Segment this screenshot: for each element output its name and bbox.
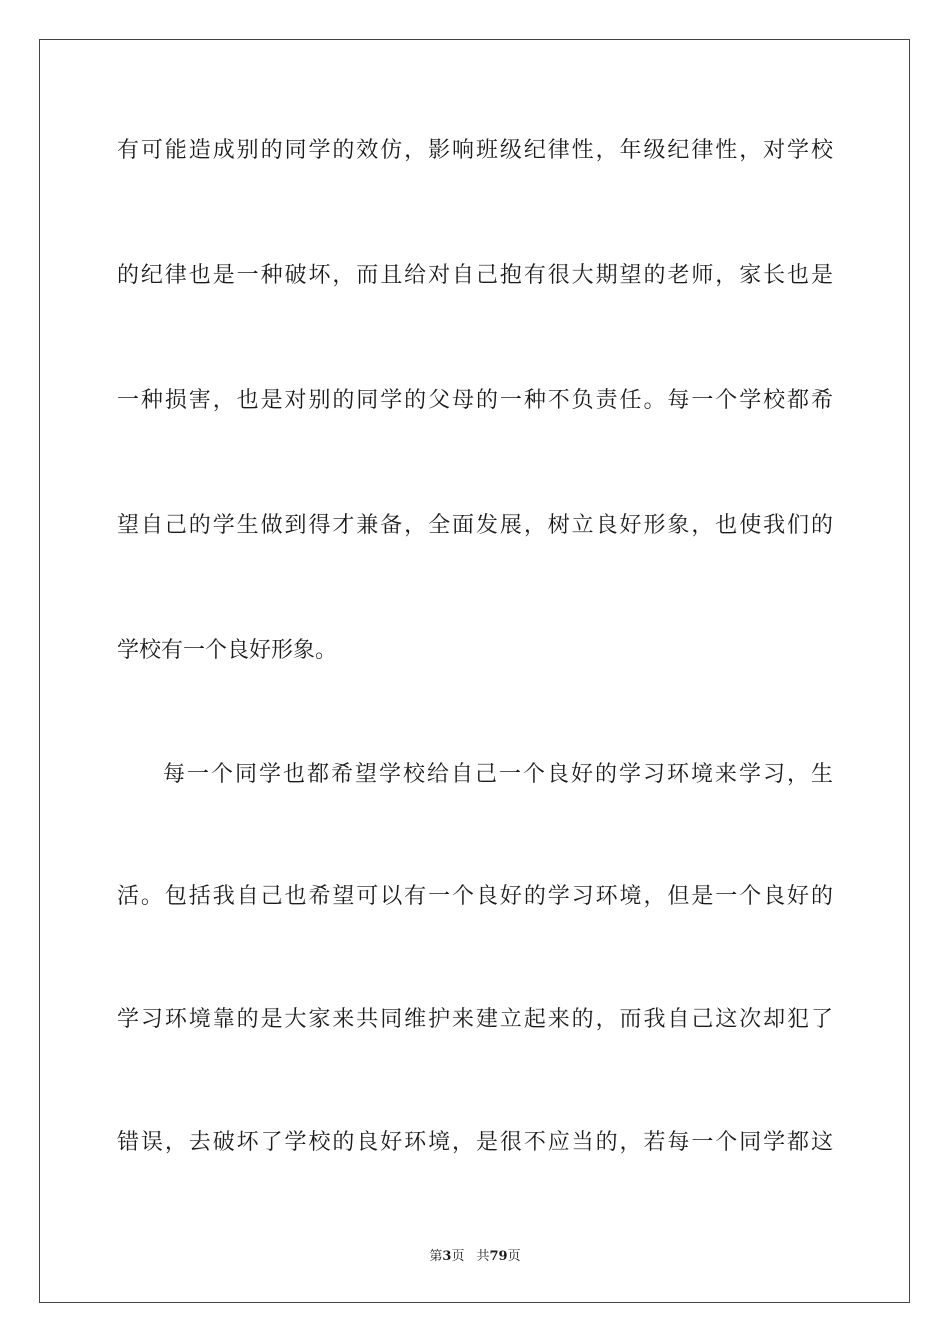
text-line: 活。包括我自己也希望可以有一个良好的学习环境，但是一个良好的 [117, 884, 833, 909]
text-line: 学校有一个良好形象。 [117, 638, 338, 663]
total-label-prefix: 共 [476, 1249, 490, 1264]
page-number: 3 [442, 1249, 452, 1264]
page-label-suffix: 页 [451, 1249, 465, 1264]
text-line: 的纪律也是一种破坏，而且给对自己抱有很大期望的老师，家长也是 [117, 263, 833, 288]
page-footer [0, 1248, 950, 1266]
text-line: 错误，去破坏了学校的良好环境，是很不应当的，若每一个同学都这 [117, 1130, 833, 1155]
text-line: 有可能造成别的同学的效仿，影响班级纪律性，年级纪律性，对学校 [117, 138, 833, 163]
total-label-suffix: 页 [507, 1249, 521, 1264]
page-label-prefix: 第 [429, 1249, 443, 1264]
total-pages: 79 [489, 1249, 508, 1264]
paragraph-first-line: 每一个同学也都希望学校给自己一个良好的学习环境来学习，生 [163, 762, 833, 787]
text-line: 一种损害，也是对别的同学的父母的一种不负责任。每一个学校都希 [117, 388, 833, 413]
text-line: 学习环境靠的是大家来共同维护来建立起来的，而我自己这次却犯了 [117, 1007, 833, 1032]
page-border [39, 39, 910, 1303]
text-line: 望自己的学生做到得才兼备，全面发展，树立良好形象，也使我们的 [117, 513, 833, 538]
